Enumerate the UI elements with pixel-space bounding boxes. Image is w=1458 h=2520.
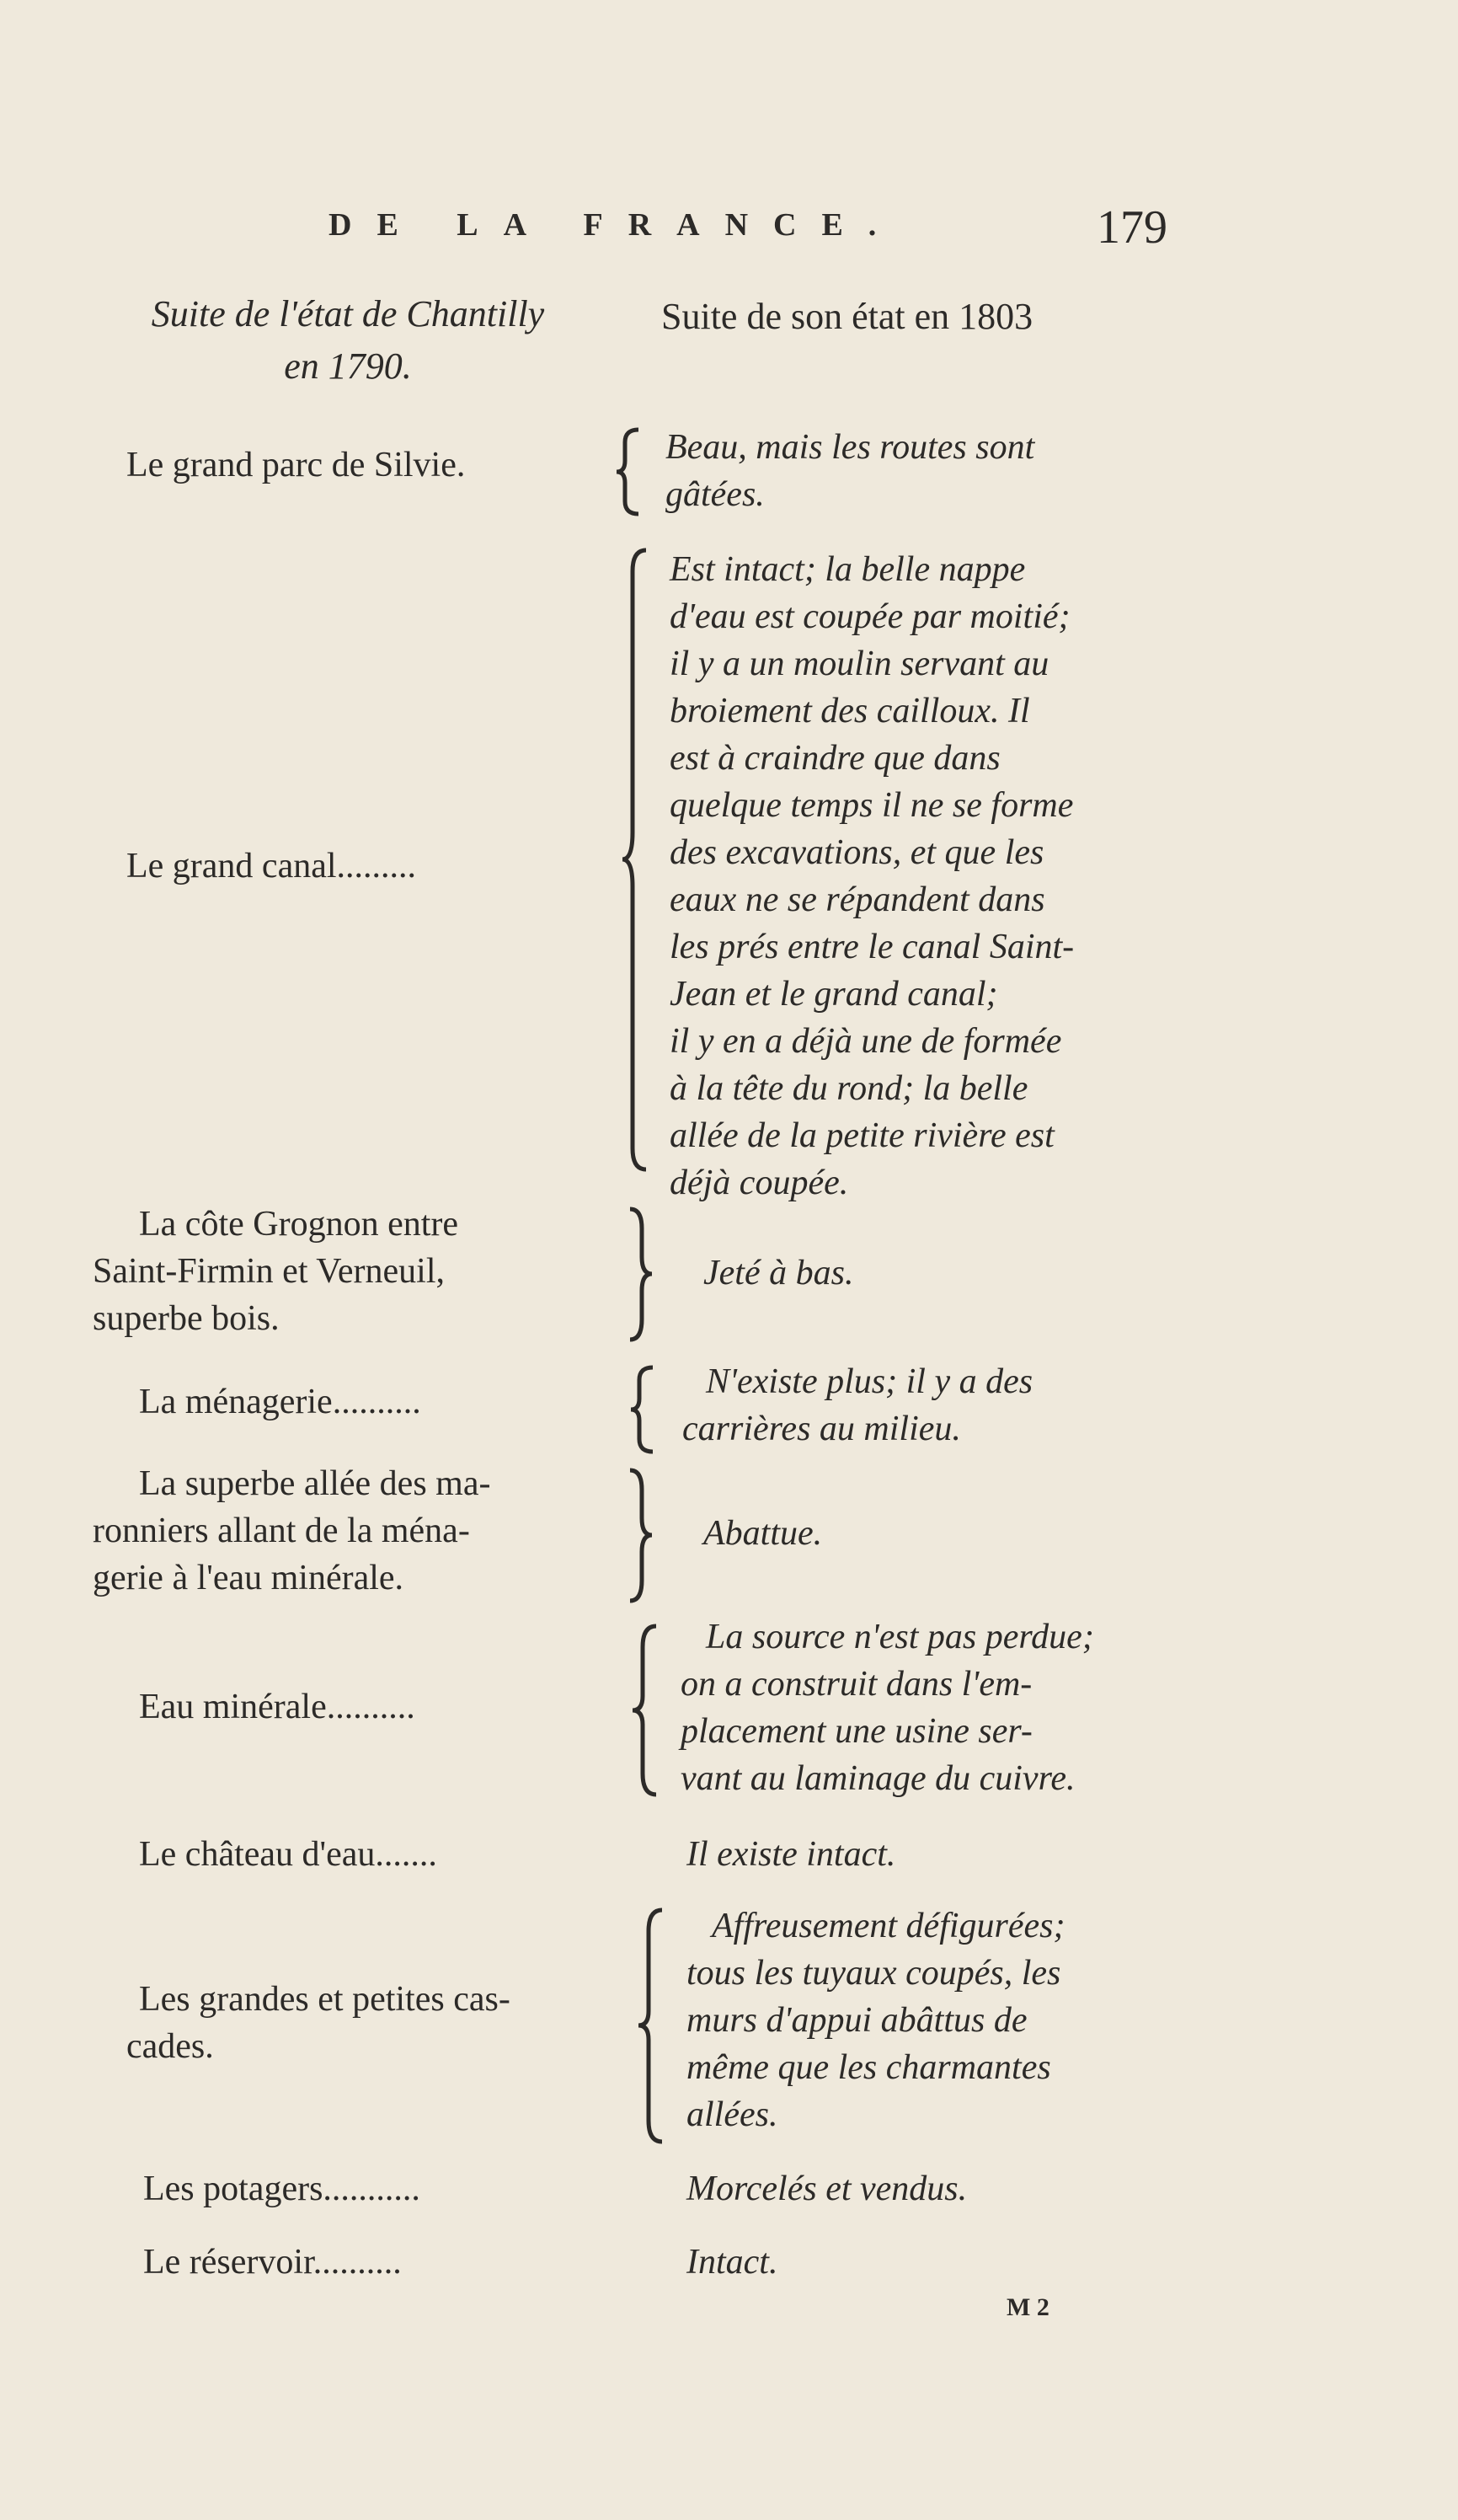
- text-line: tous les tuyaux coupés, les: [686, 1954, 1061, 1993]
- entry-left-label: Le château d'eau.......: [139, 1835, 437, 1874]
- text-line: vant au laminage du cuivre.: [681, 1759, 1076, 1798]
- brace-icon: [628, 1622, 665, 1799]
- entry-left-label: Eau minérale..........: [139, 1688, 415, 1726]
- entry-right-text: [681, 1613, 1199, 1802]
- text-line: Affreusement défigurées;: [712, 1907, 1065, 1945]
- left-heading-line: Suite de l'état de Chantilly: [151, 293, 545, 334]
- text-line: Est intact; la belle nappe: [670, 550, 1026, 589]
- text-line: Il existe intact.: [686, 1835, 896, 1874]
- text-line: Saint-Firmin et Verneuil,: [93, 1252, 446, 1291]
- text-line: on a construit dans l'em-: [681, 1665, 1033, 1704]
- entry-right-text: [703, 1510, 1221, 1557]
- signature-mark: M 2: [1007, 2293, 1049, 2321]
- brace-icon: [633, 1906, 670, 2146]
- text-line: murs d'appui abâttus de: [686, 2001, 1028, 2040]
- right-column-heading: Suite de son état en 1803: [661, 296, 1033, 337]
- text-line: gâtées.: [665, 475, 765, 514]
- text-line: à la tête du rond; la belle: [670, 1069, 1028, 1108]
- brace-icon: [623, 1205, 657, 1344]
- entry-left-label: La ménagerie..........: [139, 1383, 421, 1421]
- text-line: même que les charmantes: [686, 2048, 1051, 2087]
- text-line: il y a un moulin servant au: [670, 645, 1049, 683]
- text-line: superbe bois.: [93, 1299, 280, 1338]
- brace-icon: [628, 1363, 661, 1456]
- text-line: des excavations, et que les: [670, 833, 1044, 872]
- entry-left-label: Les potagers...........: [143, 2170, 420, 2208]
- text-line: La côte Grognon entre: [139, 1205, 459, 1244]
- entry-right-text: [703, 1249, 1221, 1297]
- text-line: Les grandes et petites cas-: [139, 1980, 510, 2019]
- text-line: eaux ne se répandent dans: [670, 880, 1045, 919]
- text-line: Abattue.: [703, 1514, 823, 1553]
- text-line: Jean et le grand canal;: [670, 975, 998, 1014]
- left-column-heading: [99, 288, 596, 393]
- entry-right-text: [686, 2165, 1204, 2212]
- text-line: Beau, mais les routes sont: [665, 428, 1035, 467]
- text-line: La superbe allée des ma-: [139, 1464, 491, 1503]
- entry-right-text: [686, 1902, 1204, 2138]
- entry-left-label: [93, 1460, 619, 1602]
- text-line: déjà coupée.: [670, 1164, 849, 1202]
- entry-right-text: [670, 546, 1188, 1206]
- text-line: broiement des cailloux. Il: [670, 692, 1030, 730]
- text-line: ronniers allant de la ména-: [93, 1511, 470, 1550]
- entry-right-text: [686, 1831, 1204, 1878]
- text-line: il y en a déjà une de formée: [670, 1022, 1062, 1061]
- left-heading-line: en 1790.: [284, 345, 412, 387]
- text-line: La source n'est pas perdue;: [706, 1618, 1094, 1656]
- entry-left-label: Le réservoir..........: [143, 2243, 402, 2282]
- text-line: les prés entre le canal Saint-: [670, 928, 1075, 966]
- entry-left-label: [93, 1976, 619, 2070]
- text-line: cades.: [126, 2027, 214, 2066]
- text-line: d'eau est coupée par moitié;: [670, 597, 1071, 636]
- brace-icon: [613, 425, 647, 518]
- text-line: gerie à l'eau minérale.: [93, 1559, 404, 1597]
- brace-icon: [623, 1466, 657, 1605]
- text-line: allée de la petite rivière est: [670, 1116, 1055, 1155]
- brace-icon: [619, 546, 653, 1174]
- entry-left-label: [93, 1201, 619, 1342]
- entry-right-text: [665, 424, 1183, 518]
- running-title: DE LA FRANCE.: [328, 207, 902, 243]
- text-line: N'existe plus; il y a des: [706, 1362, 1033, 1401]
- text-line: Morcelés et vendus.: [686, 2170, 968, 2208]
- entry-right-text: [686, 2239, 1204, 2286]
- entry-left-label: Le grand parc de Silvie.: [126, 446, 466, 484]
- entry-right-text: [682, 1358, 1200, 1453]
- text-line: carrières au milieu.: [682, 1410, 961, 1448]
- text-line: allées.: [686, 2095, 778, 2134]
- text-line: Jeté à bas.: [703, 1254, 854, 1292]
- text-line: est à craindre que dans: [670, 739, 1001, 778]
- text-line: placement une usine ser-: [681, 1712, 1033, 1751]
- text-line: Intact.: [686, 2243, 778, 2282]
- text-line: quelque temps il ne se forme: [670, 786, 1074, 825]
- entry-left-label: Le grand canal.........: [126, 847, 417, 885]
- page-number: 179: [1097, 201, 1167, 254]
